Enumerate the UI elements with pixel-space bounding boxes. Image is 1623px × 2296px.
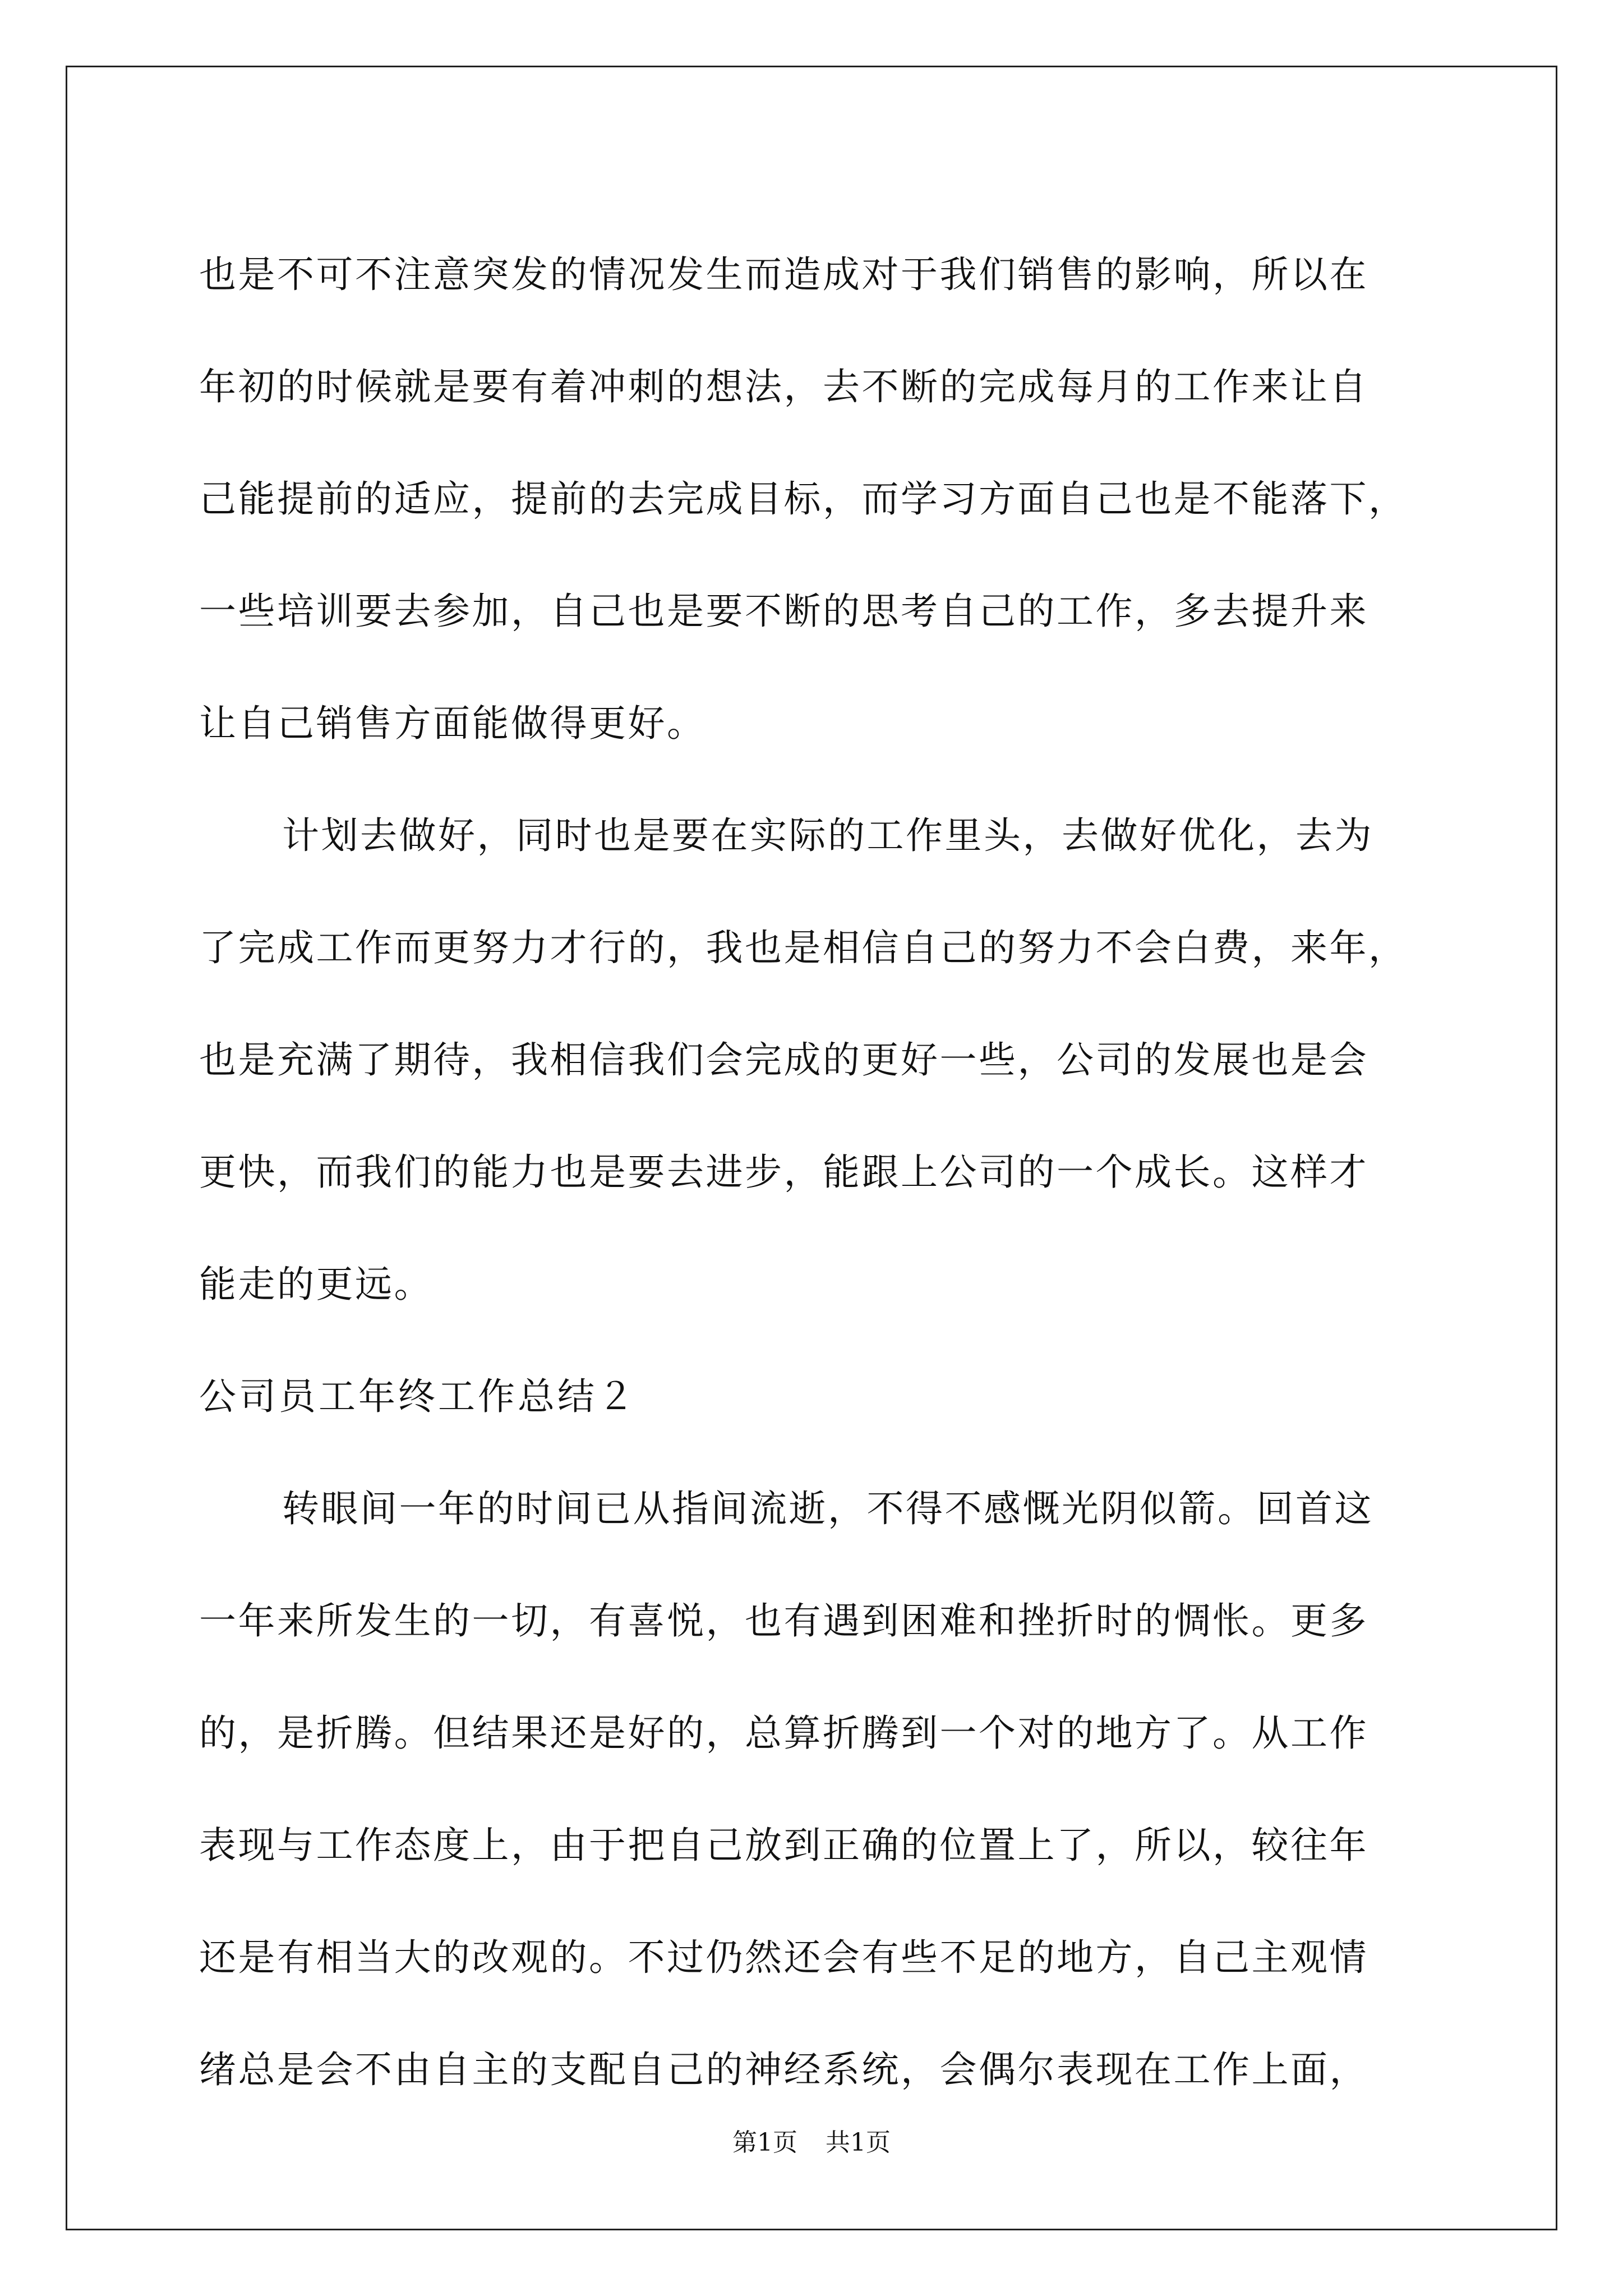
paragraph-line: 让自己销售方面能做得更好。 (199, 702, 706, 745)
paragraph-line: 也是不可不注意突发的情况发生而造成对于我们销售的影响，所以在 (199, 253, 1368, 296)
paragraph-line: 转眼间一年的时间已从指间流逝，不得不感慨光阴似箭。回首这 (282, 1487, 1373, 1530)
section-heading: 公司员工年终工作总结２ (199, 1375, 637, 1418)
paragraph-line: 绪总是会不由自主的支配自己的神经系统，会偶尔表现在工作上面， (199, 2048, 1368, 2091)
paragraph-line: 能走的更远。 (199, 1263, 433, 1306)
page-footer (0, 2126, 1623, 2160)
paragraph-line: 的，是折腾。但结果还是好的，总算折腾到一个对的地方了。从工作 (199, 1711, 1368, 1755)
paragraph-line: 一些培训要去参加，自己也是要不断的思考自己的工作，多去提升来 (199, 590, 1368, 633)
paragraph-line: 一年来所发生的一切，有喜悦，也有遇到困难和挫折时的惆怅。更多 (199, 1599, 1368, 1642)
page-total: 共1页 (826, 2128, 891, 2157)
paragraph-line: 表现与工作态度上，由于把自己放到正确的位置上了，所以，较往年 (199, 1824, 1368, 1867)
paragraph-line: 己能提前的适应，提前的去完成目标，而学习方面自己也是不能落下， (199, 477, 1408, 521)
page-number: 第1页 (732, 2128, 797, 2157)
paragraph-line: 也是充满了期待，我相信我们会完成的更好一些，公司的发展也是会 (199, 1038, 1368, 1082)
paragraph-line: 了完成工作而更努力才行的，我也是相信自己的努力不会白费，来年， (199, 926, 1408, 969)
paragraph-line: 还是有相当大的改观的。不过仍然还会有些不足的地方，自己主观情 (199, 1936, 1368, 1979)
paragraph-line: 年初的时候就是要有着冲刺的想法，去不断的完成每月的工作来让自 (199, 365, 1368, 408)
paragraph-line: 更快，而我们的能力也是要去进步，能跟上公司的一个成长。这样才 (199, 1151, 1368, 1194)
document-body (199, 219, 1444, 2126)
paragraph-line: 计划去做好，同时也是要在实际的工作里头，去做好优化，去为 (282, 814, 1373, 857)
